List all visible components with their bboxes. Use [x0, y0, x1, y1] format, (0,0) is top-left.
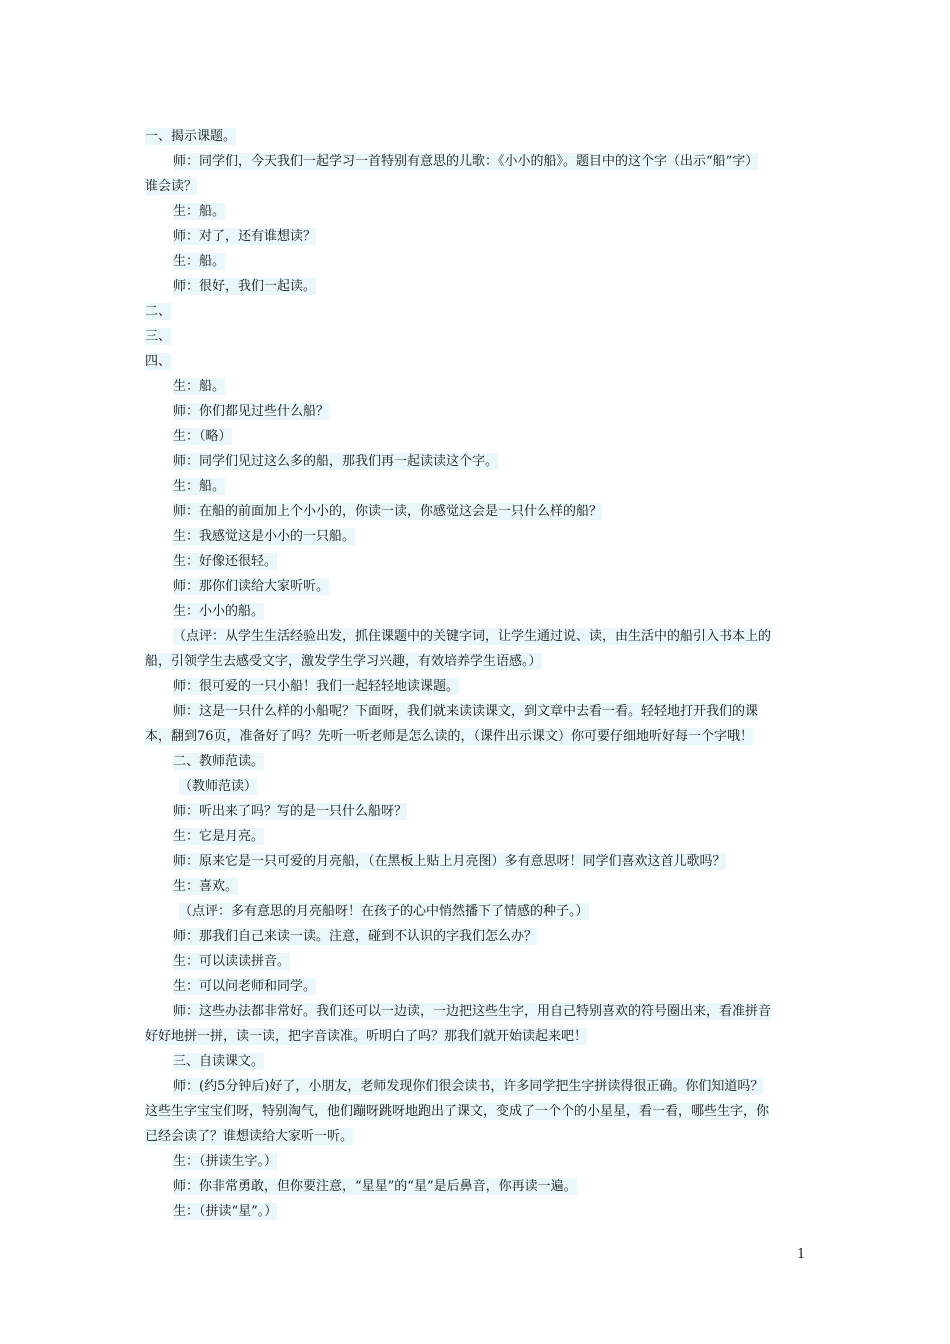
student-line: 生：它是月亮。 — [173, 829, 265, 844]
teacher-line: 师：同学们，今天我们一起学习一首特别有意思的儿歌：《小小的船》。题目中的这个字（出示“船”字） — [173, 154, 759, 169]
teacher-line: 师：原来它是一只可爱的月亮船，（在黑板上贴上月亮图）多有意思呀！同学们喜欢这首儿歌吗？ — [173, 854, 726, 869]
comment-line: （点评：多有意思的月亮船呀！在孩子的心中悄然播下了情感的种子。） — [179, 904, 589, 919]
teacher-line: 师：听出来了吗？写的是一只什么船呀？ — [173, 804, 408, 819]
section-heading: 一、揭示课题。 — [145, 129, 237, 144]
section-heading: 二、 — [145, 304, 172, 319]
teacher-line: 师：那你们读给大家听听。 — [173, 579, 330, 594]
student-line: 生：可以问老师和同学。 — [173, 979, 317, 994]
section-heading: 三、 — [145, 329, 172, 344]
teacher-line: 师：在船的前面加上个小小的，你读一读，你感觉这会是一只什么样的船？ — [173, 504, 603, 519]
section-heading: 二、教师范读。 — [173, 754, 265, 769]
teacher-line: 师：很好，我们一起读。 — [173, 279, 317, 294]
student-line: 生：（拼读“星”。） — [173, 1204, 278, 1219]
student-line: 生：船。 — [173, 479, 226, 494]
teacher-line-continued: 这些生字宝宝们呀，特别淘气，他们蹦呀跳呀地跑出了课文，变成了一个个的小星星，看一看，哪些生字，你 — [145, 1104, 770, 1119]
student-line: 生：小小的船。 — [173, 604, 265, 619]
student-line: 生：船。 — [173, 379, 226, 394]
student-line: 生：可以读读拼音。 — [173, 954, 291, 969]
comment-line: （点评：从学生生活经验出发，抓住课题中的关键字词，让学生通过说、读，由生活中的船引入书本上的 — [173, 629, 772, 644]
section-heading: 四、 — [145, 354, 172, 369]
teacher-line: 师：很可爱的一只小船！我们一起轻轻地读课题。 — [173, 679, 460, 694]
student-line: 生：喜欢。 — [173, 879, 239, 894]
teacher-line-continued: 本，翻到76页，准备好了吗？先听一听老师是怎么读的，（课件出示课文）你可要仔细地听好每一个字哦！ — [145, 729, 754, 744]
page-number: 1 — [797, 1247, 806, 1262]
stage-note: （教师范读） — [179, 779, 258, 794]
teacher-line: 师：那我们自己来读一读。注意，碰到不认识的字我们怎么办？ — [173, 929, 538, 944]
teacher-line: 师：你非常勇敢，但你要注意，“星星”的“星”是后鼻音，你再读一遍。 — [173, 1179, 577, 1194]
student-line: 生：船。 — [173, 254, 226, 269]
teacher-line: 师：你们都见过些什么船？ — [173, 404, 330, 419]
student-line: 生：（拼读生字。） — [173, 1154, 278, 1169]
lesson-text — [145, 124, 815, 1224]
teacher-line: 师：(约5分钟后)好了，小朋友，老师发现你们很会读书，许多同学把生字拼读得很正确。你们知道吗？ — [173, 1079, 764, 1094]
teacher-line: 师：这是一只什么样的小船呢？下面呀，我们就来读读课文，到文章中去看一看。轻轻地打开我们的课 — [173, 704, 759, 719]
teacher-line: 师：同学们见过这么多的船，那我们再一起读读这个字。 — [173, 454, 499, 469]
student-line: 生：（略） — [173, 429, 232, 444]
student-line: 生：好像还很轻。 — [173, 554, 278, 569]
section-heading: 三、自读课文。 — [173, 1054, 265, 1069]
teacher-line-continued: 已经会读了？谁想读给大家听一听。 — [145, 1129, 354, 1144]
teacher-line-continued: 好好地拼一拼，读一读，把字音读准。听明白了吗？那我们就开始读起来吧！ — [145, 1029, 588, 1044]
student-line: 生：船。 — [173, 204, 226, 219]
teacher-line-continued: 谁会读？ — [145, 179, 198, 194]
comment-line-continued: 船，引领学生去感受文字，激发学生学习兴趣，有效培养学生语感。） — [145, 654, 542, 669]
student-line: 生：我感觉这是小小的一只船。 — [173, 529, 356, 544]
teacher-line: 师：这些办法都非常好。我们还可以一边读，一边把这些生字，用自己特别喜欢的符号圈出来，看准拼音 — [173, 1004, 772, 1019]
teacher-line: 师：对了，还有谁想读？ — [173, 229, 317, 244]
